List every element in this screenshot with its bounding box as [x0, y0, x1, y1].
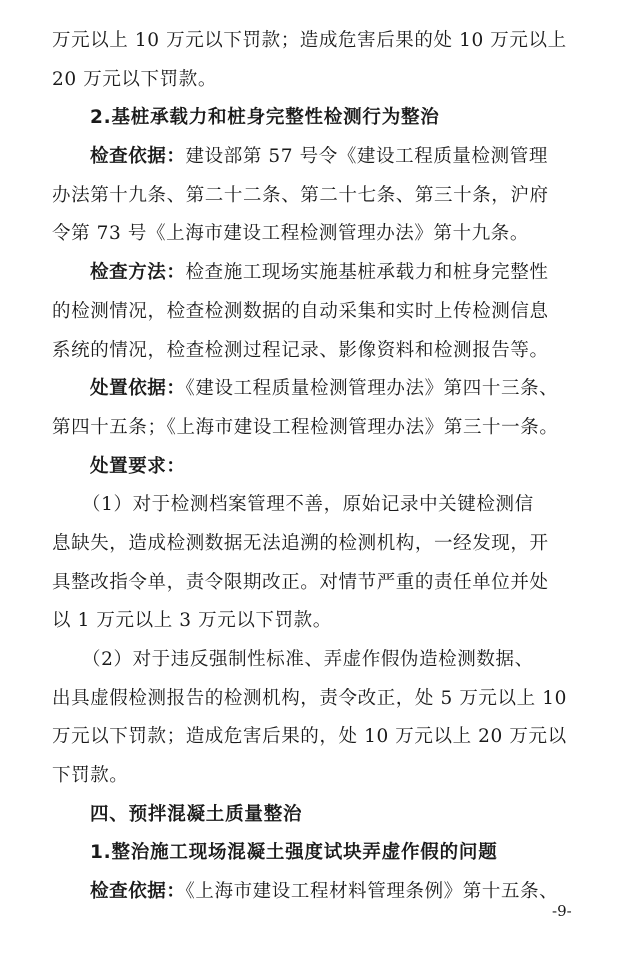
paragraph-line [52, 873, 584, 912]
paragraph-line: 具整改指令单，责令限期改正。对情节严重的责任单位并处 [52, 571, 549, 593]
paragraph-line [52, 370, 584, 409]
paragraph-line: 下罚款。 [52, 765, 129, 787]
inspection-basis-label: 检查依据： [90, 146, 186, 168]
section-heading: 1.整治施工现场混凝土强度试块弄虚作假的问题 [90, 842, 498, 864]
paragraph-text: 建设部第 57 号令《建设工程质量检测管理 [185, 146, 548, 168]
paragraph-line: 20 万元以下罚款。 [52, 68, 217, 90]
paragraph-line: 以 1 万元以上 3 万元以下罚款。 [52, 610, 332, 632]
paragraph-text: 检查施工现场实施基桩承载力和桩身完整性 [185, 262, 549, 284]
section-heading: 2.基桩承载力和桩身完整性检测行为整治 [90, 107, 440, 129]
paragraph-line: 系统的情况，检查检测过程记录、影像资料和检测报告等。 [52, 339, 549, 361]
disposal-requirement-label: 处置要求： [90, 455, 186, 477]
paragraph-line: 办法第十九条、第二十二条、第二十七条、第三十条，沪府 [52, 184, 549, 206]
inspection-method-label: 检查方法： [90, 262, 186, 284]
paragraph-line: 第四十五条；《上海市建设工程检测管理办法》第三十一条。 [52, 416, 559, 438]
paragraph-line [52, 138, 584, 177]
paragraph-line [52, 254, 584, 293]
paragraph-text: 《建设工程质量检测管理办法》第四十三条、 [185, 378, 559, 400]
paragraph-line: 的检测情况，检查检测数据的自动采集和实时上传检测信息 [52, 300, 549, 322]
paragraph-line: 万元以下罚款；造成危害后果的，处 10 万元以上 20 万元以 [52, 726, 567, 748]
document-page [52, 22, 584, 912]
paragraph-line: 息缺失，造成检测数据无法追溯的检测机构，一经发现，开 [52, 532, 549, 554]
paragraph-line: 令第 73 号《上海市建设工程检测管理办法》第十九条。 [52, 223, 530, 245]
inspection-basis-label: 检查依据： [90, 881, 186, 903]
paragraph-line: （1）对于检测档案管理不善，原始记录中关键检测信 [82, 494, 534, 516]
disposal-basis-label: 处置依据： [90, 378, 186, 400]
paragraph-line [52, 448, 584, 487]
paragraph-text: 《上海市建设工程材料管理条例》第十五条、 [185, 881, 559, 903]
paragraph-line: 万元以上 10 万元以下罚款；造成危害后果的处 10 万元以上 [52, 30, 567, 51]
paragraph-line: 出具虚假检测报告的检测机构，责令改正，处 5 万元以上 10 [52, 687, 567, 709]
paragraph-line: （2）对于违反强制性标准、弄虚作假伪造检测数据、 [82, 649, 534, 670]
page-number: -9- [552, 902, 572, 920]
chapter-heading: 四、预拌混凝土质量整治 [90, 803, 303, 825]
